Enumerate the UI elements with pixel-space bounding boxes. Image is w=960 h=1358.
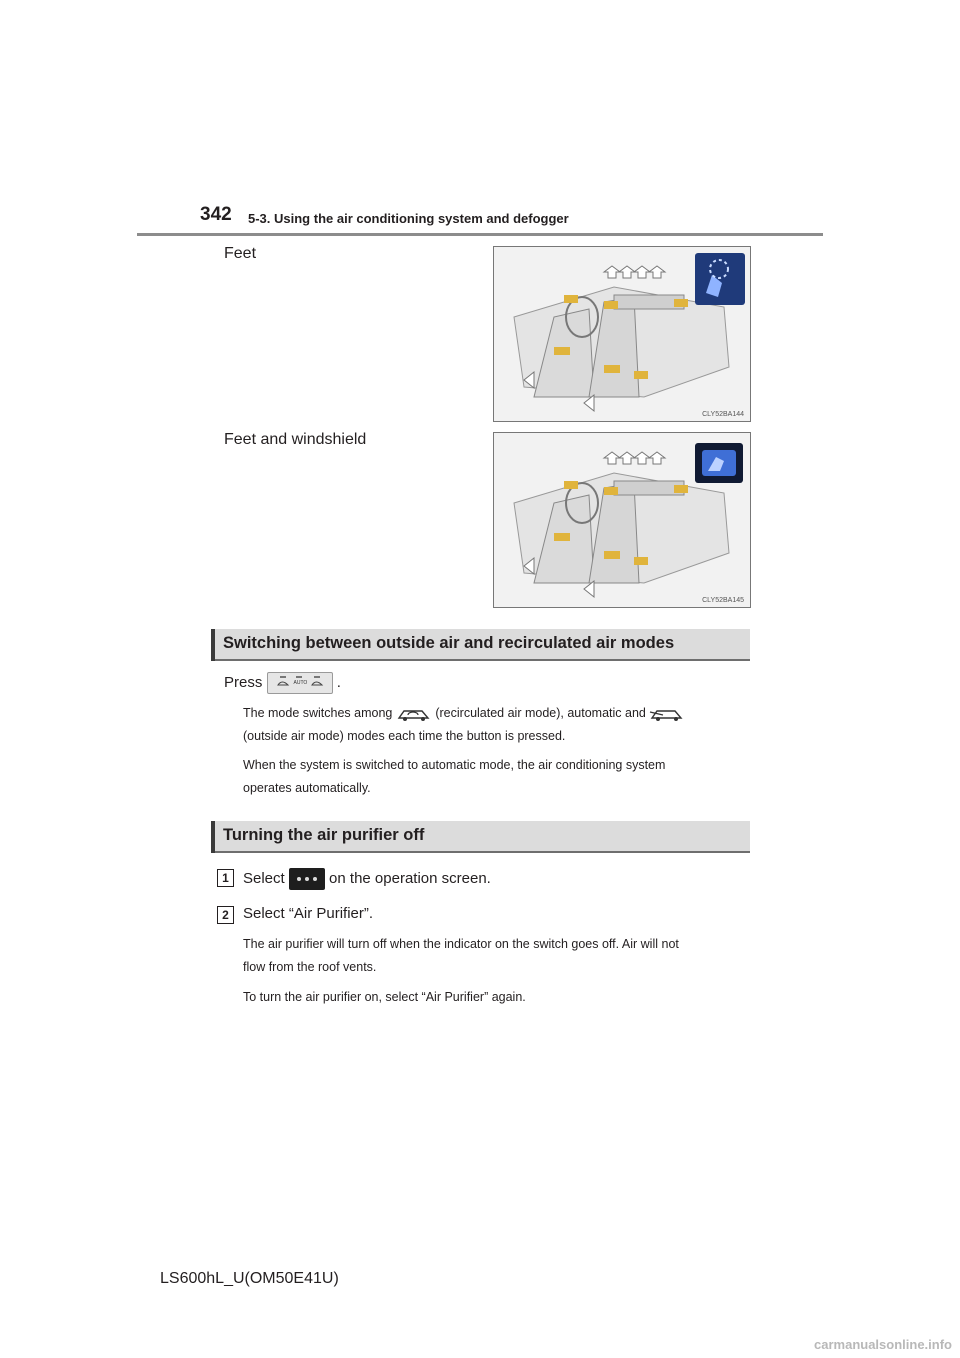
illustration-code: CLY52BA144 (702, 411, 744, 418)
feet-mode-illustration (493, 246, 751, 422)
para-text: (outside air mode) modes each time the button is pressed. (243, 729, 566, 743)
para-text: When the system is switched to automatic mode, the air conditioning system (243, 758, 666, 772)
illustration-code: CLY52BA145 (702, 597, 744, 604)
step-number: 2 (217, 906, 234, 924)
heading-accent-bar (211, 629, 215, 661)
purifier-note-2: To turn the air purifier on, select “Air Purifier” again. (243, 990, 526, 1004)
recirculated-air-icon (396, 706, 432, 722)
press-instruction (224, 672, 341, 694)
feet-windshield-mode-illustration (493, 432, 751, 608)
step-2-text: Select “Air Purifier”. (243, 905, 374, 922)
step-1-text (243, 868, 491, 890)
page-number: 342 (200, 204, 232, 225)
auto-label: AUTO (293, 680, 308, 686)
car-interior-drawing (494, 433, 750, 607)
section-heading-air-modes (211, 629, 750, 661)
step-text: on the operation screen. (329, 869, 491, 887)
document-code: LS600hL_U(OM50E41U) (160, 1270, 339, 1287)
step-number: 1 (217, 869, 234, 887)
purifier-note-1 (243, 933, 747, 979)
para-text: The mode switches among (243, 706, 393, 720)
car-interior-drawing (494, 247, 750, 421)
outside-air-icon (649, 706, 685, 722)
section-heading-text: Switching between outside air and recirculated air modes (223, 634, 675, 652)
header-divider (137, 233, 823, 236)
heading-accent-bar (211, 821, 215, 853)
air-mode-paragraph-2 (243, 754, 747, 800)
section-title: 5-3. Using the air conditioning system and defogger (248, 211, 569, 226)
air-mode-paragraph-1 (243, 702, 747, 748)
section-heading-text: Turning the air purifier off (223, 826, 425, 844)
mode-label-feet-windshield: Feet and windshield (224, 431, 367, 448)
para-text: operates automatically. (243, 781, 371, 795)
mode-label-feet: Feet (224, 245, 257, 262)
section-heading-air-purifier (211, 821, 750, 853)
watermark: carmanualsonline.info (814, 1337, 952, 1352)
more-options-icon (289, 868, 325, 890)
step-text: Select (243, 869, 285, 887)
press-suffix: . (336, 673, 341, 691)
note-text: The air purifier will turn off when the indicator on the switch goes off. Air will not (243, 937, 679, 951)
press-label: Press (224, 673, 263, 691)
note-text: flow from the roof vents. (243, 960, 377, 974)
air-intake-button-icon (267, 672, 333, 694)
para-text: (recirculated air mode), automatic and (435, 706, 646, 720)
